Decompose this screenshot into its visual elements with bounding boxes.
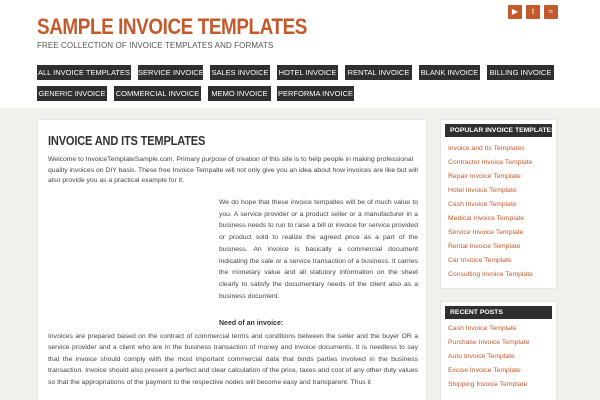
nav-hotel-invoice[interactable]: HOTEL INVOICE xyxy=(277,65,338,80)
sidebar-link[interactable]: Auto Invoice Template xyxy=(448,353,515,360)
youtube-icon[interactable]: ▶ xyxy=(508,5,522,19)
popular-templates-widget xyxy=(440,119,557,289)
nav-memo-invoice[interactable]: MEMO INVOICE xyxy=(208,86,271,101)
sidebar-link[interactable]: Excise Invoice Template xyxy=(448,367,521,374)
sidebar-link[interactable]: Repair Invoice Template xyxy=(448,173,521,180)
widget-title: RECENT POSTS xyxy=(445,306,552,319)
recent-posts-widget xyxy=(440,301,557,400)
nav-generic-invoice[interactable]: GENERIC INVOICE xyxy=(37,86,107,101)
twitter-icon[interactable]: t xyxy=(526,5,540,19)
site-tagline: FREE COLLECTION OF INVOICE TEMPLATES AND FORMATS xyxy=(37,41,274,50)
nav-rental-invoice[interactable]: RENTAL INVOICE xyxy=(345,65,412,80)
sidebar-link[interactable]: Service Invoice Template xyxy=(448,229,524,236)
sidebar-link[interactable]: Medical Invoice Template xyxy=(448,215,525,222)
article-paragraph: Invoices are prepared based on the contract of commercial terms and conditions between the seller and the buyer OR a service provider and a client who are in the business transaction of money and invoice documents. It is needless to say that the invoice should comply with the most important commercial data that binds parties involved in the business transaction. Invoice should also present a perfect and clear calculation of the price, taxes and cost of any other duty values so that the appropriations of the payment to the respective nodes will become easy and transparent. Thus it xyxy=(48,333,418,386)
nav-blank-invoice[interactable]: BLANK INVOICE xyxy=(419,65,480,80)
sidebar-link[interactable]: Car Invoice Template xyxy=(448,257,512,264)
article-paragraph: We do hope that these invoice tempaltes will be of much value to you. A service provider or a product seller or a manufacturer in a business needs to run to raise a bill or invoice for service provided or product sold to realize the agreed price as a part of the business. An invoice is basically a commercial document indicating the sale or a service transaction of a business. It carries the monetary value and all statutory information on the sheet clearly to satisfy the documentary needs of the client also as a business document. xyxy=(219,199,418,300)
sidebar-link[interactable]: Consulting Invoice Template xyxy=(448,271,533,278)
page-title: INVOICE AND ITS TEMPLATES xyxy=(48,133,206,148)
sidebar-link[interactable]: Shipping Invoice Template xyxy=(448,381,528,388)
rss-icon[interactable]: ≈ xyxy=(544,5,558,19)
section-heading: Need of an invoice: xyxy=(219,320,284,327)
nav-performa-invoice[interactable]: PERFORMA INVOICE xyxy=(277,86,354,101)
sidebar-link[interactable]: Purchase Invoice Template xyxy=(448,339,530,346)
sidebar-link[interactable]: Cash Invoice Template xyxy=(448,325,517,332)
sidebar-link[interactable]: Invoice and Its Templates xyxy=(448,145,525,152)
sidebar-link[interactable]: Hotel Invoice Template xyxy=(448,187,517,194)
widget-title: POPULAR INVOICE TEMPLATES xyxy=(445,124,552,137)
sidebar-link[interactable]: Rental Invoice Template xyxy=(448,243,521,250)
nav-commercial-invoice[interactable]: COMMERCIAL INVOICE xyxy=(114,86,201,101)
nav-billing-invoice[interactable]: BILLING INVOICE xyxy=(487,65,554,80)
site-header xyxy=(0,0,600,108)
nav-sales-invoice[interactable]: SALES INVOICE xyxy=(210,65,270,80)
main-content xyxy=(37,119,427,400)
sidebar-link[interactable]: Cash Invoice Template xyxy=(448,201,517,208)
sidebar-link[interactable]: Contractor Invoice Template xyxy=(448,159,533,166)
site-logo[interactable]: SAMPLE INVOICE TEMPLATES xyxy=(37,14,307,39)
nav-service-invoice[interactable]: SERVICE INVOICE xyxy=(138,65,203,80)
nav-all-invoice-templates[interactable]: ALL INVOICE TEMPLATES xyxy=(37,65,131,80)
intro-paragraph: Welcome to InvoiceTemplateSample.com. Primary purpose of creation of this site is to help people in making professional quality invoices on DIY basis. These free Invoice Tempalte will not only give you an idea about how invoices are like but will also provide you as a practical example for it. xyxy=(48,156,418,184)
